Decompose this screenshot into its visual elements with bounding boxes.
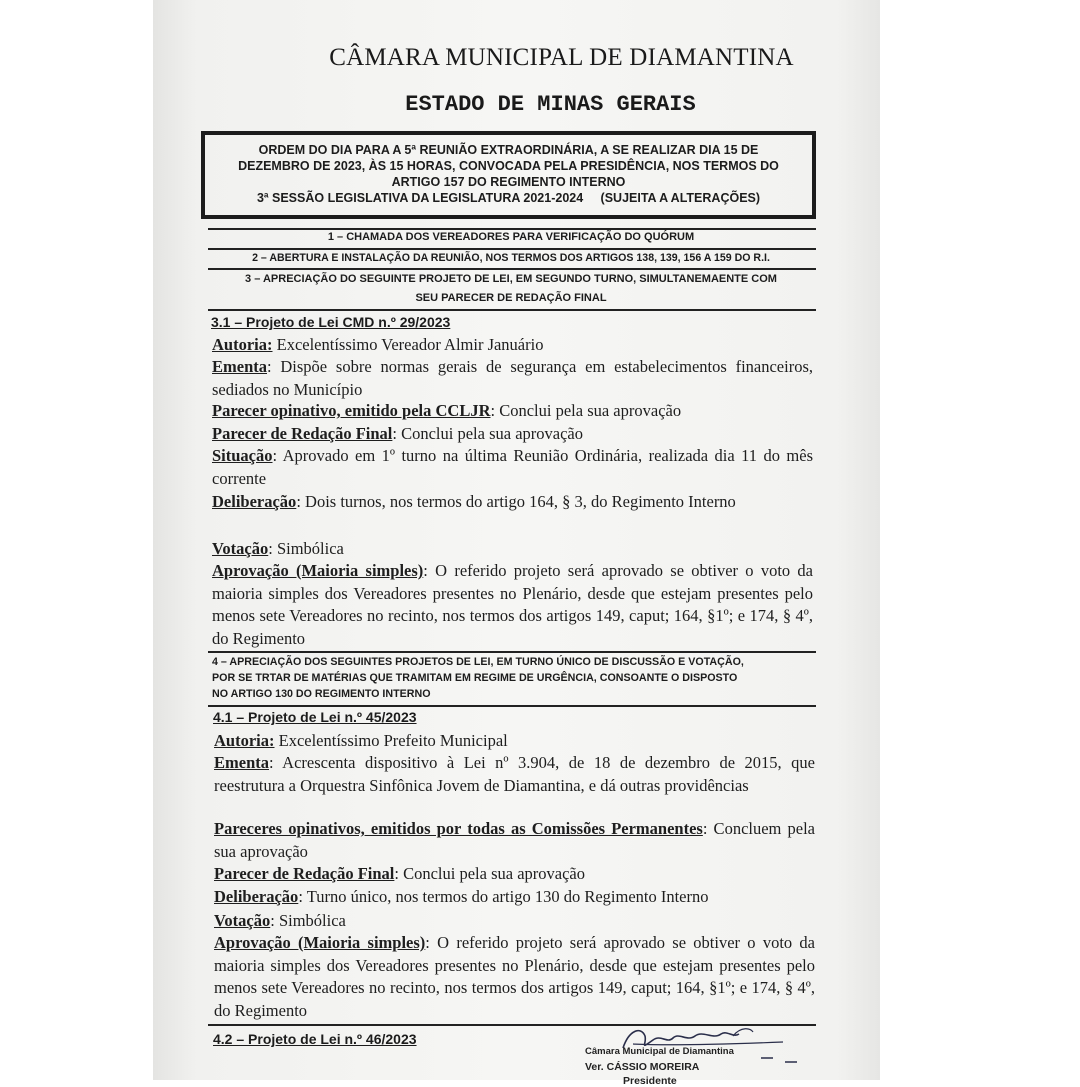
- order-of-day-box: [201, 131, 816, 219]
- order-line-3: ARTIGO 157 DO REGIMENTO INTERNO: [391, 175, 626, 189]
- project-4-1-votacao: [214, 910, 815, 933]
- order-line-1: ORDEM DO DIA PARA A 5ª REUNIÃO EXTRAORDINÁRIA, A SE REALIZAR DIA 15 DE: [258, 143, 759, 157]
- divider: [208, 228, 816, 230]
- agenda-item-3-line-1: 3 – APRECIAÇÃO DO SEGUINTE PROJETO DE LEI, EM SEGUNDO TURNO, SIMULTANEMAENTE COM: [245, 273, 777, 285]
- situacao-label: Situação: [212, 446, 273, 465]
- order-line-4: 3ª SESSÃO LEGISLATIVA DA LEGISLATURA 2021-2024 (SUJEITA A ALTERAÇÕES): [256, 191, 761, 205]
- project-3-1-heading: 3.1 – Projeto de Lei CMD n.º 29/2023: [211, 314, 451, 330]
- votacao-value: : Simbólica: [270, 911, 346, 930]
- document-page: [153, 0, 880, 1087]
- project-3-1-deliberacao: [212, 491, 813, 514]
- signature-block: [583, 1022, 823, 1087]
- project-3-1-ementa: [212, 356, 813, 401]
- agenda-item-4-line-2: POR SE TRTAR DE MATÉRIAS QUE TRAMITAM EM REGIME DE URGÊNCIA, CONSOANTE O DISPOSTO: [212, 672, 738, 684]
- divider: [208, 248, 816, 250]
- aprovacao-label: Aprovação (Maioria simples): [212, 561, 424, 580]
- project-4-1-autoria: [214, 730, 815, 753]
- project-4-1-aprovacao: [214, 932, 815, 1022]
- divider: [208, 268, 816, 270]
- autoria-label: Autoria:: [214, 731, 275, 750]
- redacao-label: Parecer de Redação Final: [212, 424, 393, 443]
- order-line-2: DEZEMBRO DE 2023, ÀS 15 HORAS, CONVOCADA PELA PRESIDÊNCIA, NOS TERMOS DO: [238, 159, 779, 173]
- divider: [208, 705, 816, 707]
- parecer-label: Parecer opinativo, emitido pela CCLJR: [212, 401, 491, 420]
- redacao-label: Parecer de Redação Final: [214, 864, 395, 883]
- aprovacao-value: : O referido projeto será aprovado se obtiver o voto da maioria simples dos Vereadores presentes no Plenário, desde que estejam presentes pelo menos sete Vereadores no recinto, nos termos dos artigos 149, caput; 164, §1º; e 174, § 4º, do Regimento: [214, 933, 815, 1020]
- agenda-item-4-line-1: 4 – APRECIAÇÃO DOS SEGUINTES PROJETOS DE LEI, EM TURNO ÚNICO DE DISCUSSÃO E VOTAÇÃO,: [212, 656, 744, 668]
- signature-name: Ver. CÁSSIO MOREIRA: [585, 1061, 700, 1073]
- project-3-1-votacao: [212, 538, 813, 561]
- project-3-1-situacao: [212, 445, 813, 490]
- redacao-value: : Conclui pela sua aprovação: [392, 424, 583, 443]
- autoria-value: Excelentíssimo Prefeito Municipal: [274, 731, 508, 750]
- redacao-value: : Conclui pela sua aprovação: [394, 864, 585, 883]
- document-subtitle: ESTADO DE MINAS GERAIS: [405, 92, 696, 117]
- project-3-1-autoria: [212, 334, 813, 357]
- project-4-1-redacao: [214, 863, 815, 886]
- ementa-label: Ementa: [212, 357, 267, 376]
- project-3-1-aprovacao: [212, 560, 813, 650]
- autoria-label: Autoria:: [212, 335, 273, 354]
- deliberacao-value: : Dois turnos, nos termos do artigo 164, § 3, do Regimento Interno: [296, 492, 736, 511]
- agenda-item-3-line-2: SEU PARECER DE REDAÇÃO FINAL: [415, 292, 607, 304]
- ementa-value: : Dispõe sobre normas gerais de segurança em estabelecimentos financeiros, sediados no Município: [212, 357, 813, 399]
- project-3-1-parecer: [212, 400, 813, 423]
- deliberacao-value: : Turno único, nos termos do artigo 130 do Regimento Interno: [298, 887, 709, 906]
- divider: [208, 309, 816, 311]
- aprovacao-value: : O referido projeto será aprovado se obtiver o voto da maioria simples dos Vereadores presentes no Plenário, desde que estejam presentes pelo menos sete Vereadores no recinto, nos termos dos artigos 149, caput; 164, §1º; e 174, § 4º, do Regimento: [212, 561, 813, 648]
- ementa-value: : Acrescenta dispositivo à Lei nº 3.904, de 18 de dezembro de 2015, que reestrutura a Orquestra Sinfônica Jovem de Diamantina, e dá outras providências: [214, 753, 815, 795]
- divider: [208, 651, 816, 653]
- ementa-label: Ementa: [214, 753, 269, 772]
- situacao-value: : Aprovado em 1º turno na última Reunião Ordinária, realizada dia 11 do mês corrente: [212, 446, 813, 488]
- autoria-value: Excelentíssimo Vereador Almir Januário: [272, 335, 544, 354]
- agenda-item-1: 1 – CHAMADA DOS VEREADORES PARA VERIFICAÇÃO DO QUÓRUM: [327, 231, 695, 243]
- pareceres-label: Pareceres opinativos, emitidos por todas as Comissões Permanentes: [214, 819, 703, 838]
- project-4-1-pareceres: [214, 818, 815, 863]
- pareceres-value: : Concluem pela sua aprovação: [214, 819, 815, 861]
- project-4-2-heading: 4.2 – Projeto de Lei n.º 46/2023: [213, 1031, 417, 1047]
- votacao-label: Votação: [212, 539, 269, 558]
- project-4-1-heading: 4.1 – Projeto de Lei n.º 45/2023: [213, 709, 417, 725]
- agenda-item-2: 2 – ABERTURA E INSTALAÇÃO DA REUNIÃO, NOS TERMOS DOS ARTIGOS 138, 139, 156 A 159 DO R.I.: [252, 252, 770, 264]
- signature-role: Presidente: [623, 1075, 677, 1087]
- project-4-1-ementa: [214, 752, 815, 797]
- votacao-label: Votação: [214, 911, 271, 930]
- deliberacao-label: Deliberação: [214, 887, 299, 906]
- agenda-item-4-line-3: NO ARTIGO 130 DO REGIMENTO INTERNO: [212, 688, 431, 700]
- project-4-1-deliberacao: [214, 886, 815, 909]
- votacao-value: : Simbólica: [268, 539, 344, 558]
- deliberacao-label: Deliberação: [212, 492, 297, 511]
- project-3-1-redacao: [212, 423, 813, 446]
- aprovacao-label: Aprovação (Maioria simples): [214, 933, 426, 952]
- parecer-value: : Conclui pela sua aprovação: [490, 401, 682, 420]
- document-title: CÂMARA MUNICIPAL DE DIAMANTINA: [329, 44, 794, 71]
- signature-institution: Câmara Municipal de Diamantina: [585, 1046, 734, 1057]
